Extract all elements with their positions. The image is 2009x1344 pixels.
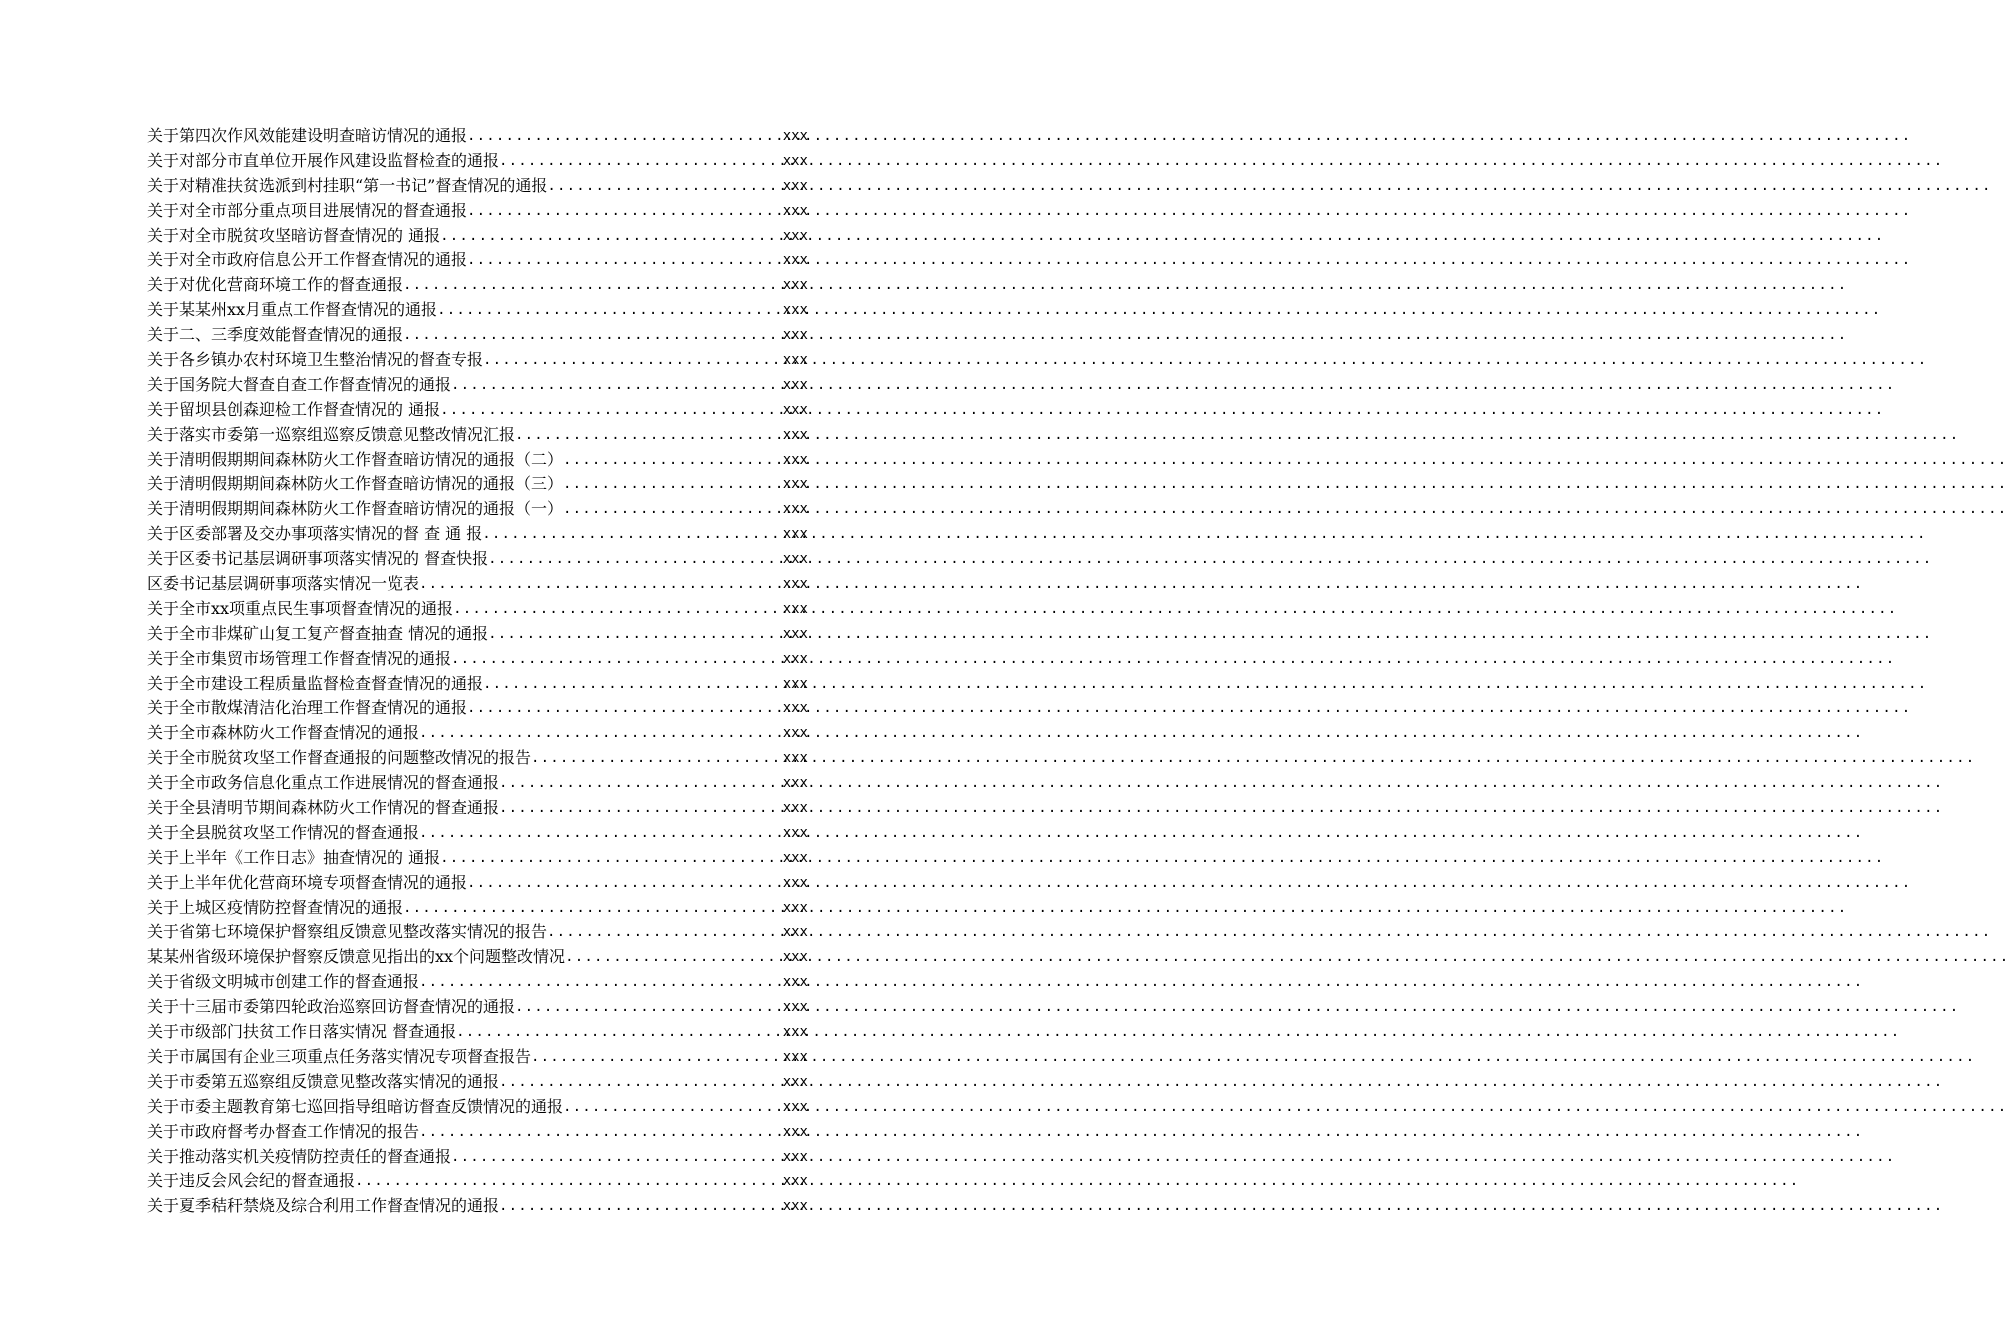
- toc-entry-title: 关于全县脱贫攻坚工作情况的督查通报: [147, 822, 420, 842]
- toc-dot-leader: [483, 672, 781, 697]
- toc-dot-leader: [403, 323, 781, 348]
- toc-entry-page: xxx: [782, 750, 808, 767]
- toc-dot-leader: [563, 472, 781, 497]
- toc-entry[interactable]: [147, 796, 808, 821]
- toc-entry-page: xxx: [782, 1148, 808, 1165]
- toc-entry-title: 关于全市xx项重点民生事项督查情况的通报: [147, 598, 454, 618]
- table-of-contents: [147, 124, 808, 1219]
- toc-entry-title: 关于区委部署及交办事项落实情况的督 查 通 报: [147, 524, 483, 544]
- toc-dot-leader: [483, 348, 781, 373]
- toc-entry-title: 关于夏季秸秆禁烧及综合利用工作督查情况的通报: [147, 1196, 500, 1216]
- toc-entry[interactable]: [147, 921, 808, 946]
- toc-entry-title: 关于对优化营商环境工作的督查通报: [147, 275, 404, 295]
- toc-dot-leader: [467, 696, 781, 721]
- toc-entry-title: 某某州省级环境保护督察反馈意见指出的xx个问题整改情况: [147, 947, 566, 967]
- toc-entry[interactable]: [147, 124, 808, 149]
- toc-entry[interactable]: [147, 298, 808, 323]
- toc-entry-page: xxx: [782, 824, 808, 841]
- toc-dot-leader: [488, 622, 781, 647]
- toc-entry-title: 关于二、三季度效能督查情况的通报: [147, 325, 404, 345]
- toc-entry-page: xxx: [782, 800, 808, 817]
- toc-dot-leader: [499, 149, 781, 174]
- toc-dot-leader: [499, 1194, 781, 1219]
- toc-dot-leader: [440, 846, 781, 871]
- toc-entry-page: xxx: [782, 476, 808, 493]
- toc-entry-page: xxx: [782, 874, 808, 891]
- toc-dot-leader: [419, 1120, 781, 1145]
- toc-entry-page: xxx: [782, 127, 808, 144]
- toc-entry-title: 关于留坝县创森迎检工作督查情况的 通报: [147, 399, 441, 419]
- toc-entry-title: 关于区委书记基层调研事项落实情况的 督查快报: [147, 549, 489, 569]
- toc-entry-title: 关于全市森林防火工作督查情况的通报: [147, 723, 420, 743]
- toc-dot-leader: [453, 597, 781, 622]
- toc-dot-leader: [531, 746, 781, 771]
- toc-entry-page: xxx: [782, 725, 808, 742]
- toc-entry[interactable]: [147, 423, 808, 448]
- toc-dot-leader: [440, 224, 781, 249]
- toc-entry-title: 关于全市非煤矿山复工复产督查抽查 情况的通报: [147, 623, 489, 643]
- toc-entry-page: xxx: [782, 600, 808, 617]
- toc-entry-page: xxx: [782, 576, 808, 593]
- toc-entry-page: xxx: [782, 177, 808, 194]
- toc-dot-leader: [419, 821, 781, 846]
- toc-entry-title: 关于十三届市委第四轮政治巡察回访督查情况的通报: [147, 997, 516, 1017]
- toc-dot-leader: [440, 398, 781, 423]
- toc-entry-title: 关于落实市委第一巡察组巡察反馈意见整改情况汇报: [147, 424, 516, 444]
- toc-dot-leader: [355, 1169, 781, 1194]
- toc-entry-page: xxx: [782, 352, 808, 368]
- toc-entry[interactable]: [147, 846, 808, 871]
- toc-entry-title: 关于市级部门扶贫工作日落实情况 督查通报: [147, 1022, 457, 1042]
- toc-entry[interactable]: [147, 672, 808, 697]
- toc-entry-page: xxx: [782, 899, 808, 916]
- toc-entry[interactable]: [147, 746, 808, 771]
- toc-entry[interactable]: [147, 647, 808, 672]
- toc-entry-page: xxx: [782, 327, 808, 344]
- toc-dot-leader: [499, 1070, 781, 1095]
- toc-entry[interactable]: [147, 622, 808, 647]
- toc-dot-leader: [403, 896, 781, 921]
- toc-entry-page: xxx: [782, 849, 808, 866]
- toc-entry-title: 关于对部分市直单位开展作风建设监督检查的通报: [147, 150, 500, 170]
- toc-entry-title: 区委书记基层调研事项落实情况一览表: [147, 574, 420, 594]
- toc-dot-leader: [499, 771, 781, 796]
- toc-dot-leader: [547, 920, 781, 945]
- toc-entry-page: xxx: [782, 625, 808, 642]
- toc-entry-title: 关于市委主题教育第七巡回指导组暗访督查反馈情况的通报: [147, 1096, 564, 1116]
- toc-entry-page: xxx: [782, 152, 808, 169]
- toc-entry[interactable]: [147, 149, 808, 174]
- toc-entry[interactable]: [147, 597, 808, 622]
- toc-dot-leader: [565, 945, 781, 970]
- toc-entry-title: 关于各乡镇办农村环境卫生整治情况的督查专报: [147, 350, 484, 369]
- toc-entry[interactable]: [147, 1095, 808, 1120]
- toc-dot-leader: [451, 373, 781, 398]
- toc-entry[interactable]: [147, 1145, 808, 1170]
- toc-entry-page: xxx: [782, 949, 808, 966]
- toc-entry-title: 关于对全市脱贫攻坚暗访督查情况的 通报: [147, 225, 441, 245]
- toc-entry-page: xxx: [782, 376, 808, 393]
- toc-dot-leader: [419, 970, 781, 995]
- toc-dot-leader: [482, 522, 780, 547]
- toc-entry-page: xxx: [782, 1123, 808, 1140]
- toc-entry[interactable]: [147, 248, 808, 273]
- toc-dot-leader: [467, 871, 781, 896]
- toc-dot-leader: [515, 423, 781, 448]
- toc-entry[interactable]: [147, 1169, 808, 1194]
- toc-entry[interactable]: [147, 522, 808, 547]
- toc-entry-page: xxx: [782, 1173, 808, 1190]
- toc-entry-title: 关于市政府督考办督查工作情况的报告: [147, 1121, 420, 1141]
- toc-entry[interactable]: [147, 721, 808, 746]
- toc-entry[interactable]: [147, 970, 808, 995]
- toc-entry[interactable]: [147, 1045, 808, 1070]
- toc-entry-page: xxx: [782, 277, 808, 294]
- toc-dot-leader: [437, 298, 781, 323]
- toc-dot-leader: [499, 796, 781, 821]
- toc-entry-page: xxx: [782, 227, 808, 244]
- toc-dot-leader: [467, 124, 781, 149]
- toc-entry-page: xxx: [782, 700, 808, 717]
- toc-entry-title: 关于清明假期期间森林防火工作督查暗访情况的通报（二）: [147, 449, 564, 469]
- toc-entry[interactable]: [147, 821, 808, 846]
- toc-entry-title: 关于上半年《工作日志》抽查情况的 通报: [147, 847, 441, 867]
- toc-entry[interactable]: [147, 995, 808, 1020]
- toc-entry-page: xxx: [782, 1073, 808, 1090]
- toc-entry-page: xxx: [782, 924, 808, 941]
- toc-entry[interactable]: [147, 572, 808, 597]
- toc-entry[interactable]: [147, 348, 808, 373]
- toc-entry[interactable]: [147, 1020, 808, 1045]
- toc-entry-title: 关于对精准扶贫选派到村挂职“第一书记”督查情况的通报: [147, 175, 548, 195]
- toc-entry-page: xxx: [782, 1198, 808, 1215]
- toc-entry-title: 关于国务院大督查自查工作督查情况的通报: [147, 374, 452, 394]
- toc-dot-leader: [488, 547, 781, 572]
- toc-entry-page: xxx: [782, 426, 808, 443]
- toc-entry[interactable]: [147, 472, 808, 497]
- toc-entry-title: 关于推动落实机关疫情防控责任的督查通报: [147, 1146, 452, 1166]
- toc-entry-page: xxx: [782, 999, 808, 1016]
- toc-entry-page: xxx: [782, 302, 808, 319]
- toc-entry-title: 关于省级文明城市创建工作的督查通报: [147, 972, 420, 992]
- toc-entry-page: xxx: [782, 401, 808, 418]
- toc-entry-page: xxx: [782, 1098, 808, 1115]
- toc-entry-title: 关于清明假期期间森林防火工作督查暗访情况的通报（三）: [147, 474, 564, 494]
- toc-dot-leader: [515, 995, 781, 1020]
- toc-dot-leader: [563, 448, 781, 473]
- toc-entry-page: xxx: [782, 551, 808, 568]
- toc-dot-leader: [456, 1020, 781, 1045]
- toc-entry-page: xxx: [782, 675, 808, 692]
- toc-entry[interactable]: [147, 771, 808, 796]
- toc-entry[interactable]: [147, 398, 808, 423]
- toc-entry[interactable]: [147, 1194, 808, 1219]
- toc-entry[interactable]: [147, 696, 808, 721]
- toc-entry-page: xxx: [782, 202, 808, 219]
- toc-dot-leader: [467, 248, 781, 273]
- toc-entry-title: 关于全县清明节期间森林防火工作情况的督查通报: [147, 798, 500, 818]
- toc-entry-title: 关于全市脱贫攻坚工作督查通报的问题整改情况的报告: [147, 748, 532, 768]
- toc-entry-page: xxx: [782, 1048, 808, 1065]
- toc-entry-title: 关于第四次作风效能建设明查暗访情况的通报: [147, 125, 468, 145]
- toc-entry-title: 关于市属国有企业三项重点任务落实情况专项督查报告: [147, 1046, 532, 1066]
- toc-entry[interactable]: [147, 896, 808, 921]
- toc-entry-title: 关于违反会风会纪的督查通报: [147, 1171, 356, 1191]
- toc-entry[interactable]: [147, 373, 808, 398]
- toc-entry-title: 关于对全市部分重点项目进展情况的督查通报: [147, 200, 468, 220]
- toc-entry-title: 关于清明假期期间森林防火工作督查暗访情况的通报（一）: [147, 499, 564, 519]
- toc-dot-leader: [531, 1045, 781, 1070]
- toc-dot-leader: [451, 1145, 781, 1170]
- toc-entry[interactable]: [147, 945, 808, 970]
- toc-entry-page: xxx: [782, 252, 808, 269]
- toc-entry-title: 关于某某州xx月重点工作督查情况的通报: [147, 300, 438, 320]
- toc-dot-leader: [467, 199, 781, 224]
- toc-entry-page: xxx: [782, 1024, 808, 1041]
- toc-entry[interactable]: [147, 174, 808, 199]
- toc-entry[interactable]: [147, 273, 808, 298]
- toc-entry-title: 关于省第七环境保护督察组反馈意见整改落实情况的报告: [147, 922, 548, 942]
- toc-dot-leader: [563, 497, 781, 522]
- toc-entry-title: 关于全市建设工程质量监督检查督查情况的通报: [147, 673, 484, 693]
- toc-entry-title: 关于全市散煤清洁化治理工作督查情况的通报: [147, 698, 468, 718]
- toc-dot-leader: [403, 273, 781, 298]
- toc-entry-title: 关于全市政务信息化重点工作进展情况的督查通报: [147, 773, 500, 793]
- toc-entry-title: 关于对全市政府信息公开工作督查情况的通报: [147, 250, 468, 270]
- toc-entry-page: xxx: [782, 451, 808, 468]
- toc-entry[interactable]: [147, 871, 808, 896]
- toc-entry[interactable]: [147, 199, 808, 224]
- toc-entry-title: 关于上半年优化营商环境专项督查情况的通报: [147, 872, 468, 892]
- toc-entry[interactable]: [147, 448, 808, 473]
- toc-entry-title: 关于市委第五巡察组反馈意见整改落实情况的通报: [147, 1071, 500, 1091]
- toc-dot-leader: [419, 721, 781, 746]
- toc-entry-page: xxx: [782, 974, 808, 991]
- toc-dot-leader: [547, 174, 780, 199]
- toc-list: [147, 124, 808, 1219]
- toc-dot-leader: [451, 647, 781, 672]
- toc-dot-leader: [419, 572, 781, 597]
- toc-entry[interactable]: [147, 1070, 808, 1095]
- toc-entry-page: xxx: [782, 526, 808, 543]
- toc-entry[interactable]: [147, 323, 808, 348]
- toc-entry-page: xxx: [782, 775, 808, 792]
- toc-entry[interactable]: [147, 497, 808, 522]
- toc-entry-title: 关于全市集贸市场管理工作督查情况的通报: [147, 648, 452, 668]
- toc-entry-page: xxx: [782, 501, 808, 518]
- toc-entry[interactable]: [147, 224, 808, 249]
- toc-entry-page: xxx: [782, 650, 808, 667]
- toc-dot-leader: [563, 1095, 781, 1120]
- toc-entry-title: 关于上城区疫情防控督查情况的通报: [147, 897, 404, 917]
- toc-entry[interactable]: [147, 1120, 808, 1145]
- toc-entry[interactable]: [147, 547, 808, 572]
